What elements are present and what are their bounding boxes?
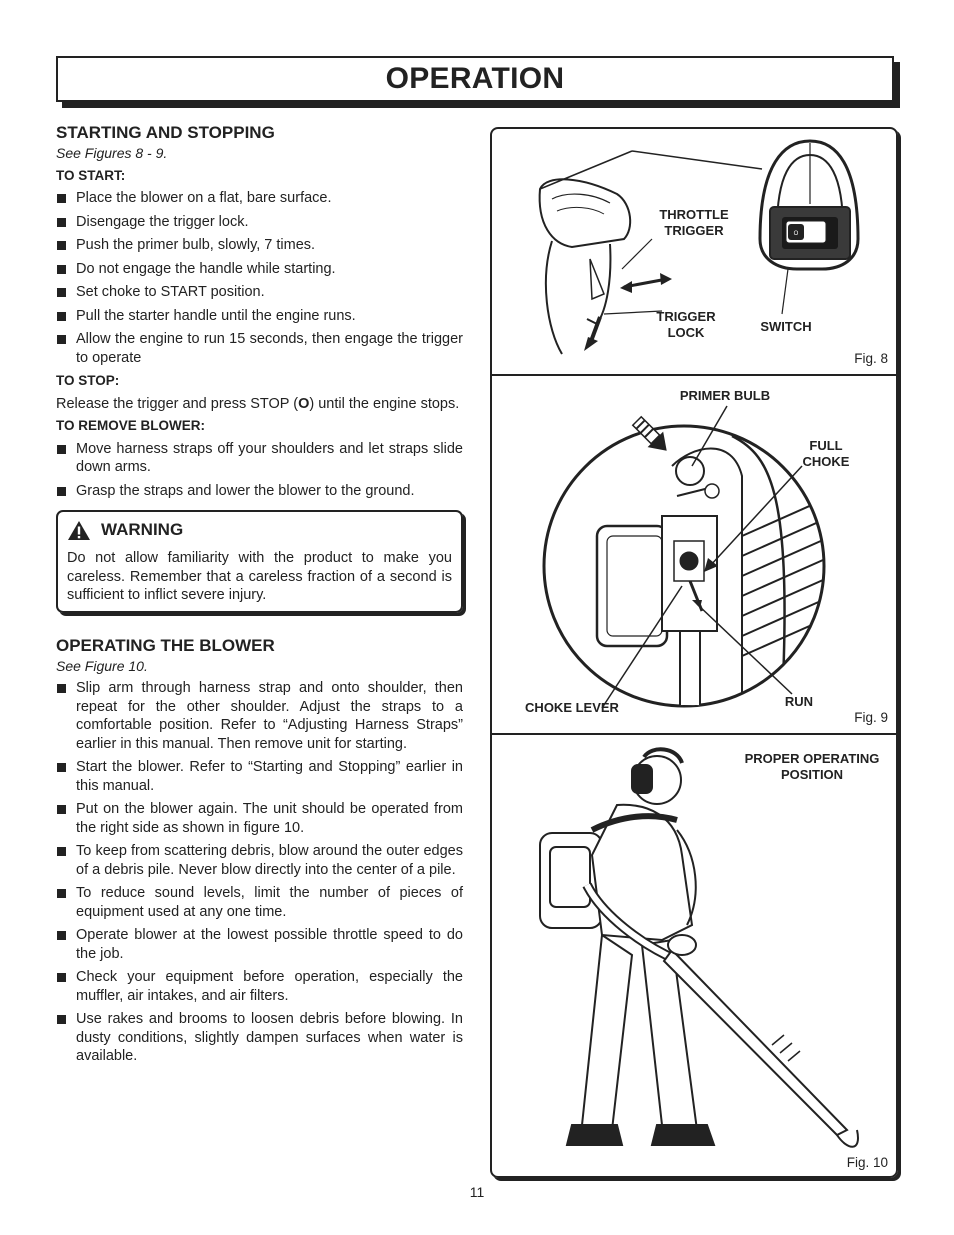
stop-switch-glyph: O <box>793 231 799 237</box>
left-column <box>56 122 463 1071</box>
list-item: Do not engage the handle while starting. <box>56 260 463 279</box>
callout-trigger-lock-text: TRIGGER LOCK <box>656 309 716 340</box>
to-stop-heading: TO STOP: <box>56 373 120 388</box>
to-start-list <box>56 189 463 367</box>
list-item: Start the blower. Refer to “Starting and Stopping” earlier in this manual. <box>56 758 463 795</box>
section-title-starting: STARTING AND STOPPING <box>56 123 275 142</box>
callout-full-choke-text: FULL CHOKE <box>802 438 850 469</box>
list-item: Push the primer bulb, slowly, 7 times. <box>56 236 463 255</box>
warning-title: WARNING <box>101 520 184 540</box>
list-item: Pull the starter handle until the engine runs. <box>56 307 463 326</box>
list-item: Place the blower on a flat, bare surface. <box>56 189 463 208</box>
list-item: To reduce sound levels, limit the number of pieces of equipment used at any one time. <box>56 884 463 921</box>
warning-text: Do not allow familiarity with the product to make you careless. Remember that a careless fraction of a second is sufficient to inflict severe injury. <box>67 550 452 603</box>
figure-8-label: Fig. 8 <box>854 351 888 366</box>
list-item: Move harness straps off your shoulders and let straps slide down arms. <box>56 440 463 477</box>
callout-throttle-trigger-text: THROTTLE TRIGGER <box>659 207 729 238</box>
figure-9-label: Fig. 9 <box>854 710 888 725</box>
to-stop-text-pre: Release the trigger and press STOP ( <box>56 395 299 412</box>
list-item: Allow the engine to run 15 seconds, then engage the trigger to operate <box>56 330 463 367</box>
figure-9 <box>492 376 896 735</box>
see-figure-10: See Figure 10. <box>56 657 148 674</box>
warning-triangle-icon <box>67 520 91 541</box>
list-item: Slip arm through harness strap and onto shoulder, then repeat for the other shoulder. Adjust the straps to a comfortable position. Refer to “Adjusting Harness Straps” earlier in this manual. Then remove unit for starting. <box>56 679 463 753</box>
callout-throttle-trigger <box>654 207 734 239</box>
to-stop-text-post: ) until the engine stops. <box>309 395 460 412</box>
section-title-operating: OPERATING THE BLOWER <box>56 635 275 655</box>
list-item: Put on the blower again. The unit should be operated from the right side as shown in figure 10. <box>56 800 463 837</box>
callout-run: RUN <box>784 694 814 709</box>
stop-symbol: O <box>298 395 310 412</box>
to-start-heading: TO START: <box>56 167 126 183</box>
to-stop-text <box>56 395 463 414</box>
list-item: Operate blower at the lowest possible throttle speed to do the job. <box>56 926 463 963</box>
list-item: Set choke to START position. <box>56 283 463 302</box>
figure-10-label: Fig. 10 <box>846 1155 888 1170</box>
list-item: Check your equipment before operation, especially the muffler, air intakes, and air filters. <box>56 968 463 1005</box>
callout-trigger-lock <box>650 309 722 341</box>
choke-illustration <box>492 376 896 733</box>
callout-proper-position <box>738 751 886 783</box>
callout-choke-lever: CHOKE LEVER <box>525 700 619 715</box>
list-item: Grasp the straps and lower the blower to the ground. <box>56 482 463 501</box>
page-title: OPERATION <box>385 62 565 95</box>
list-item: To keep from scattering debris, blow around the outer edges of a debris pile. Never blow directly into the center of a pile. <box>56 842 463 879</box>
operator-illustration <box>492 735 896 1176</box>
callout-proper-position-text: PROPER OPERATING POSITION <box>744 751 880 782</box>
warning-box <box>56 510 463 613</box>
figure-10 <box>492 735 896 1176</box>
callout-full-choke <box>796 438 856 470</box>
list-item: Disengage the trigger lock. <box>56 213 463 232</box>
remove-blower-list <box>56 440 463 501</box>
page-number: 11 <box>469 1184 485 1200</box>
callout-primer-bulb: PRIMER BULB <box>679 388 771 403</box>
see-figures-8-9: See Figures 8 - 9. <box>56 145 168 161</box>
callout-switch: SWITCH <box>760 319 812 334</box>
figure-panel <box>490 127 898 1178</box>
warning-header <box>67 520 452 541</box>
remove-blower-heading: TO REMOVE BLOWER: <box>56 418 206 433</box>
page-header <box>56 56 894 102</box>
operating-list <box>56 679 463 1066</box>
figure-8 <box>492 129 896 376</box>
list-item: Use rakes and brooms to loosen debris before blowing. In dusty conditions, slightly dampen surfaces when water is available. <box>56 1010 463 1066</box>
